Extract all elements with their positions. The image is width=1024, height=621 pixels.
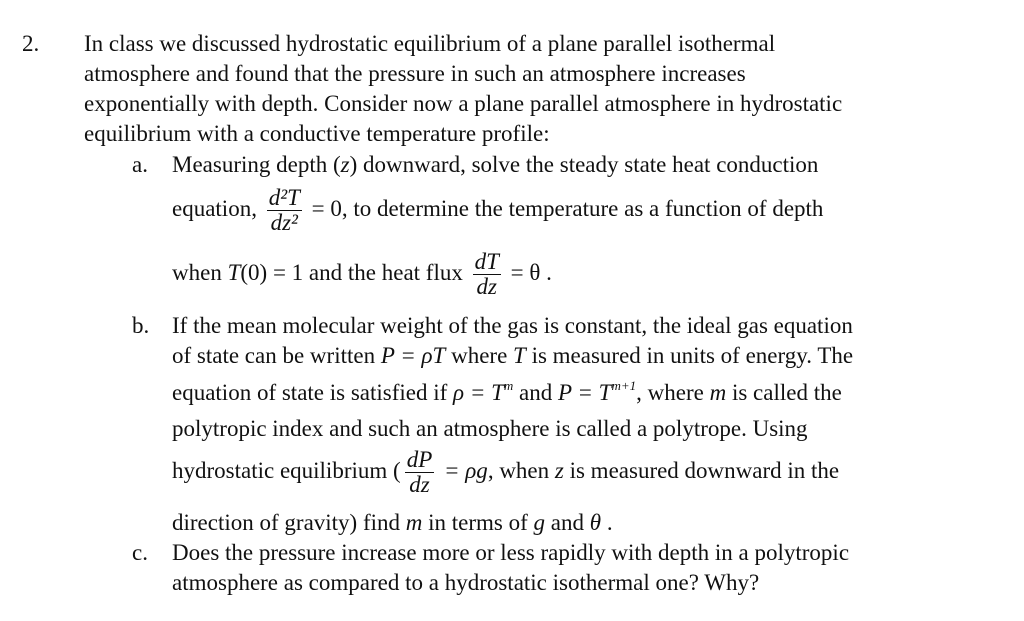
part-c-label: c. (132, 540, 148, 565)
intro-line: In class we discussed hydrostatic equilibrium of a plane parallel isothermal (84, 31, 776, 56)
part-b-text: , when (487, 457, 555, 483)
part-a-line-2 (172, 186, 823, 235)
part-b-text: in terms of (422, 510, 534, 535)
fraction-numerator: dT (474, 249, 499, 274)
part-b-text: is measured in units of energy. The (525, 343, 854, 368)
exponent-m-plus-1: m+1 (611, 378, 637, 393)
question-number: 2. (22, 31, 40, 56)
part-b-text: is measured downward in the (563, 457, 840, 483)
pressure-relation: P = T (558, 380, 612, 405)
var-z: z (340, 152, 350, 177)
part-a-line-3 (172, 250, 552, 299)
var-z: z (554, 457, 564, 483)
heat-equation-fraction (267, 186, 302, 235)
part-a-text: equation, (172, 195, 257, 221)
ideal-gas-equation: P = ρT (380, 343, 446, 368)
fraction-denominator: dz (409, 472, 430, 497)
part-b-text: hydrostatic equilibrium ( (172, 457, 401, 483)
hydrostatic-fraction (405, 448, 435, 497)
part-b-line-1: If the mean molecular weight of the gas is constant, the ideal gas equation (172, 313, 853, 338)
part-a-text: when (172, 259, 228, 285)
boundary-condition: (0) = 1 (240, 259, 304, 285)
var-m: m (709, 380, 727, 405)
var-m: m (405, 510, 423, 535)
part-b-line-4: polytropic index and such an atmosphere is called a polytrope. Using (172, 416, 808, 441)
part-b-text: direction of gravity) find (172, 510, 406, 535)
part-c-line-2: atmosphere as compared to a hydrostatic isothermal one? Why? (172, 570, 760, 595)
equation-rhs: = 0, (305, 195, 348, 221)
part-a-line-1 (172, 150, 818, 180)
hydrostatic-rhs: = ρg (438, 457, 488, 483)
var-g: g (533, 510, 546, 535)
part-b-line-3 (172, 378, 842, 411)
part-b-text: . (601, 510, 613, 535)
intro-line: exponentially with depth. Consider now a plane parallel atmosphere in hydrostatic (84, 91, 843, 116)
part-b-text: is called the (726, 380, 842, 405)
part-b-label: b. (132, 313, 150, 338)
part-a-label: a. (132, 152, 148, 177)
density-relation: ρ = T (453, 380, 504, 405)
var-theta: θ (589, 510, 602, 535)
flux-fraction (473, 250, 501, 299)
fraction-denominator: dz (476, 274, 497, 299)
var-T: T (513, 343, 526, 368)
intro-line: equilibrium with a conductive temperature profile: (84, 121, 550, 146)
part-b-text: and (513, 380, 559, 405)
intro-line: atmosphere and found that the pressure in such an atmosphere increases (84, 61, 746, 86)
fraction-numerator: dP (406, 447, 433, 472)
part-b-line-6 (172, 508, 613, 538)
part-b-text: of state can be written (172, 343, 381, 368)
part-c-line-1: Does the pressure increase more or less rapidly with depth in a polytropic (172, 540, 850, 565)
part-b-line-2 (172, 341, 853, 371)
exponent-m: m (503, 378, 514, 393)
fraction-denominator: dz² (270, 210, 298, 235)
part-a-text: and the heat flux (303, 259, 469, 285)
part-a-text: ) downward, solve the steady state heat conduction (349, 152, 819, 177)
part-b-text: , where (636, 380, 710, 405)
part-b-text: where (445, 343, 514, 368)
part-b-line-5 (172, 448, 839, 497)
part-a-text: to determine the temperature as a function of depth (347, 195, 824, 221)
question-intro (84, 29, 1004, 149)
fraction-numerator: d²T (268, 185, 300, 210)
flux-rhs: = θ . (504, 259, 552, 285)
part-b-text: and (545, 510, 590, 535)
part-a-text: Measuring depth ( (172, 152, 341, 177)
part-b-text: equation of state is satisfied if (172, 380, 454, 405)
var-T: T (227, 259, 241, 285)
